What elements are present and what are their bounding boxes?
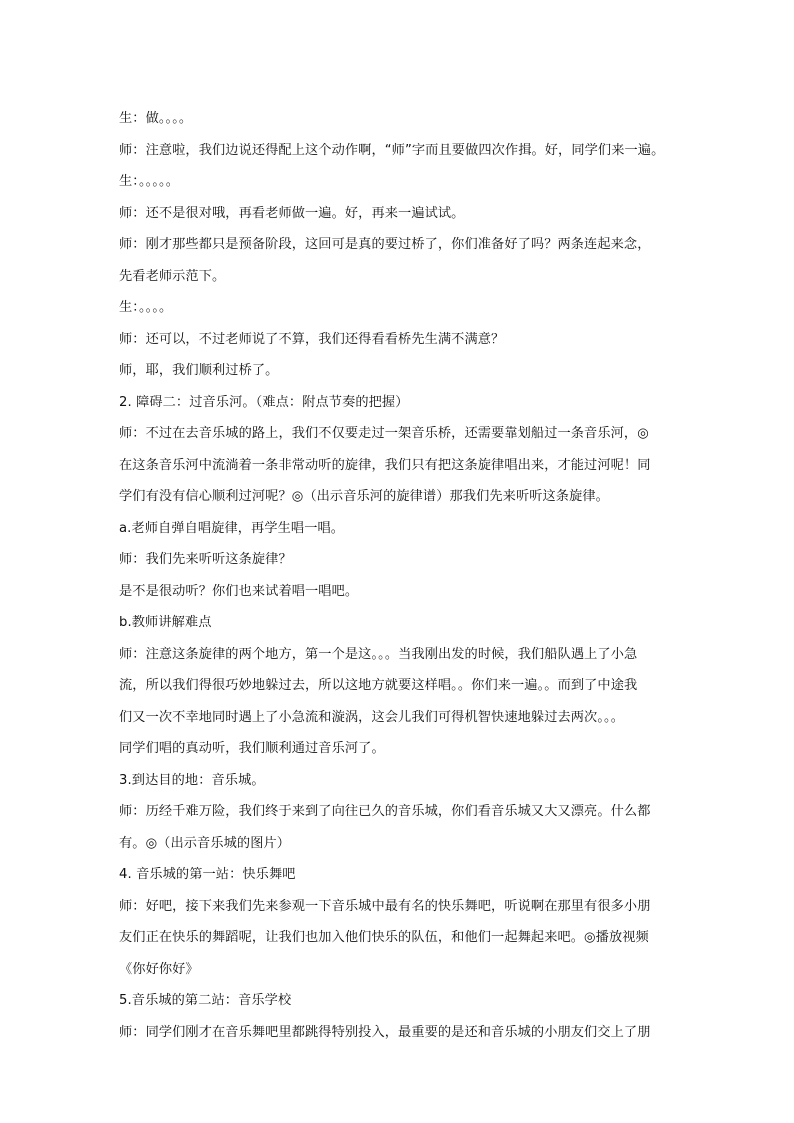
text-line: 生：。。。。 — [119, 300, 173, 315]
text-line: a.老师自弹自唱旋律，再学生唱一唱。 — [119, 520, 345, 536]
text-line: 先看老师示范下。 — [119, 268, 226, 284]
text-line: 师：还不是很对哦，再看老师做一遍。好，再来一遍试试。 — [119, 205, 465, 221]
text-line: 学们有没有信心顺利过河呢？◎（出示音乐河的旋律谱）那我们先来听听这条旋律。 — [119, 489, 609, 504]
text-line: 师：还可以，不过老师说了不算，我们还得看看桥先生满不满意？ — [119, 331, 505, 347]
text-line: 师：好吧，接下来我们先来参观一下音乐城中最有名的快乐舞吧，听说啊在那里有很多小朋 — [119, 898, 651, 914]
text-line: 在这条音乐河中流淌着一条非常动听的旋律，我们只有把这条旋律唱出来，才能过河呢！同 — [119, 457, 651, 473]
text-line: 师，耶，我们顺利过桥了。 — [119, 363, 279, 378]
text-line: 师：不过在去音乐城的路上，我们不仅要走过一架音乐桥，还需要靠划船过一条音乐河，◎ — [119, 426, 649, 441]
text-line: b.教师讲解难点 — [119, 615, 212, 630]
text-line: 《你好你好》 — [119, 961, 199, 977]
text-line: 师：历经千难万险，我们终于来到了向往已久的音乐城，你们看音乐城又大又漂亮。什么都 — [119, 804, 651, 819]
text-line: 有。◎（出示音乐城的图片） — [119, 835, 291, 851]
text-line: 师：注意啦，我们边说还得配上这个动作啊，“师”字而且要做四次作揖。好，同学们来一遍。 — [119, 142, 665, 158]
text-line: 同学们唱的真动听，我们顺利通过音乐河了。 — [119, 741, 385, 756]
section-heading: 2. 障碍二：过音乐河。（难点：附点节奏的把握） — [119, 394, 409, 410]
text-line: 流，所以我们得很巧妙地躲过去，所以这地方就要这样唱。。你们来一遍。。而到了中途我 — [119, 678, 638, 693]
text-line: 生：。。。。。 — [119, 174, 180, 189]
text-line: 师：我们先来听听这条旋律？ — [119, 552, 292, 567]
text-line: 师：刚才那些都只是预备阶段，这回可是真的要过桥了，你们准备好了吗？两条连起来念， — [119, 237, 651, 252]
text-line: 们又一次不幸地同时遇上了小急流和漩涡，这会儿我们可得机智快速地躲过去两次。。。 — [119, 709, 625, 725]
section-heading: 4. 音乐城的第一站：快乐舞吧 — [119, 867, 296, 882]
section-heading: 3.到达目的地：音乐城。 — [119, 772, 265, 788]
text-line: 友们正在快乐的舞蹈呢，让我们也加入他们快乐的队伍，和他们一起舞起来吧。◎播放视频 — [119, 930, 649, 945]
text-line: 师：注意这条旋律的两个地方，第一个是这。。。当我刚出发的时候，我们船队遇上了小急 — [119, 646, 638, 662]
section-heading: 5.音乐城的第二站：音乐学校 — [119, 993, 292, 1008]
document-body — [119, 103, 681, 1048]
text-line: 生：做。。。。 — [119, 111, 193, 126]
text-line: 是不是很动听？你们也来试着唱一唱吧。 — [119, 583, 359, 599]
text-line: 师：同学们刚才在音乐舞吧里都跳得特别投入，最重要的是还和音乐城的小朋友们交上了朋 — [119, 1024, 651, 1040]
